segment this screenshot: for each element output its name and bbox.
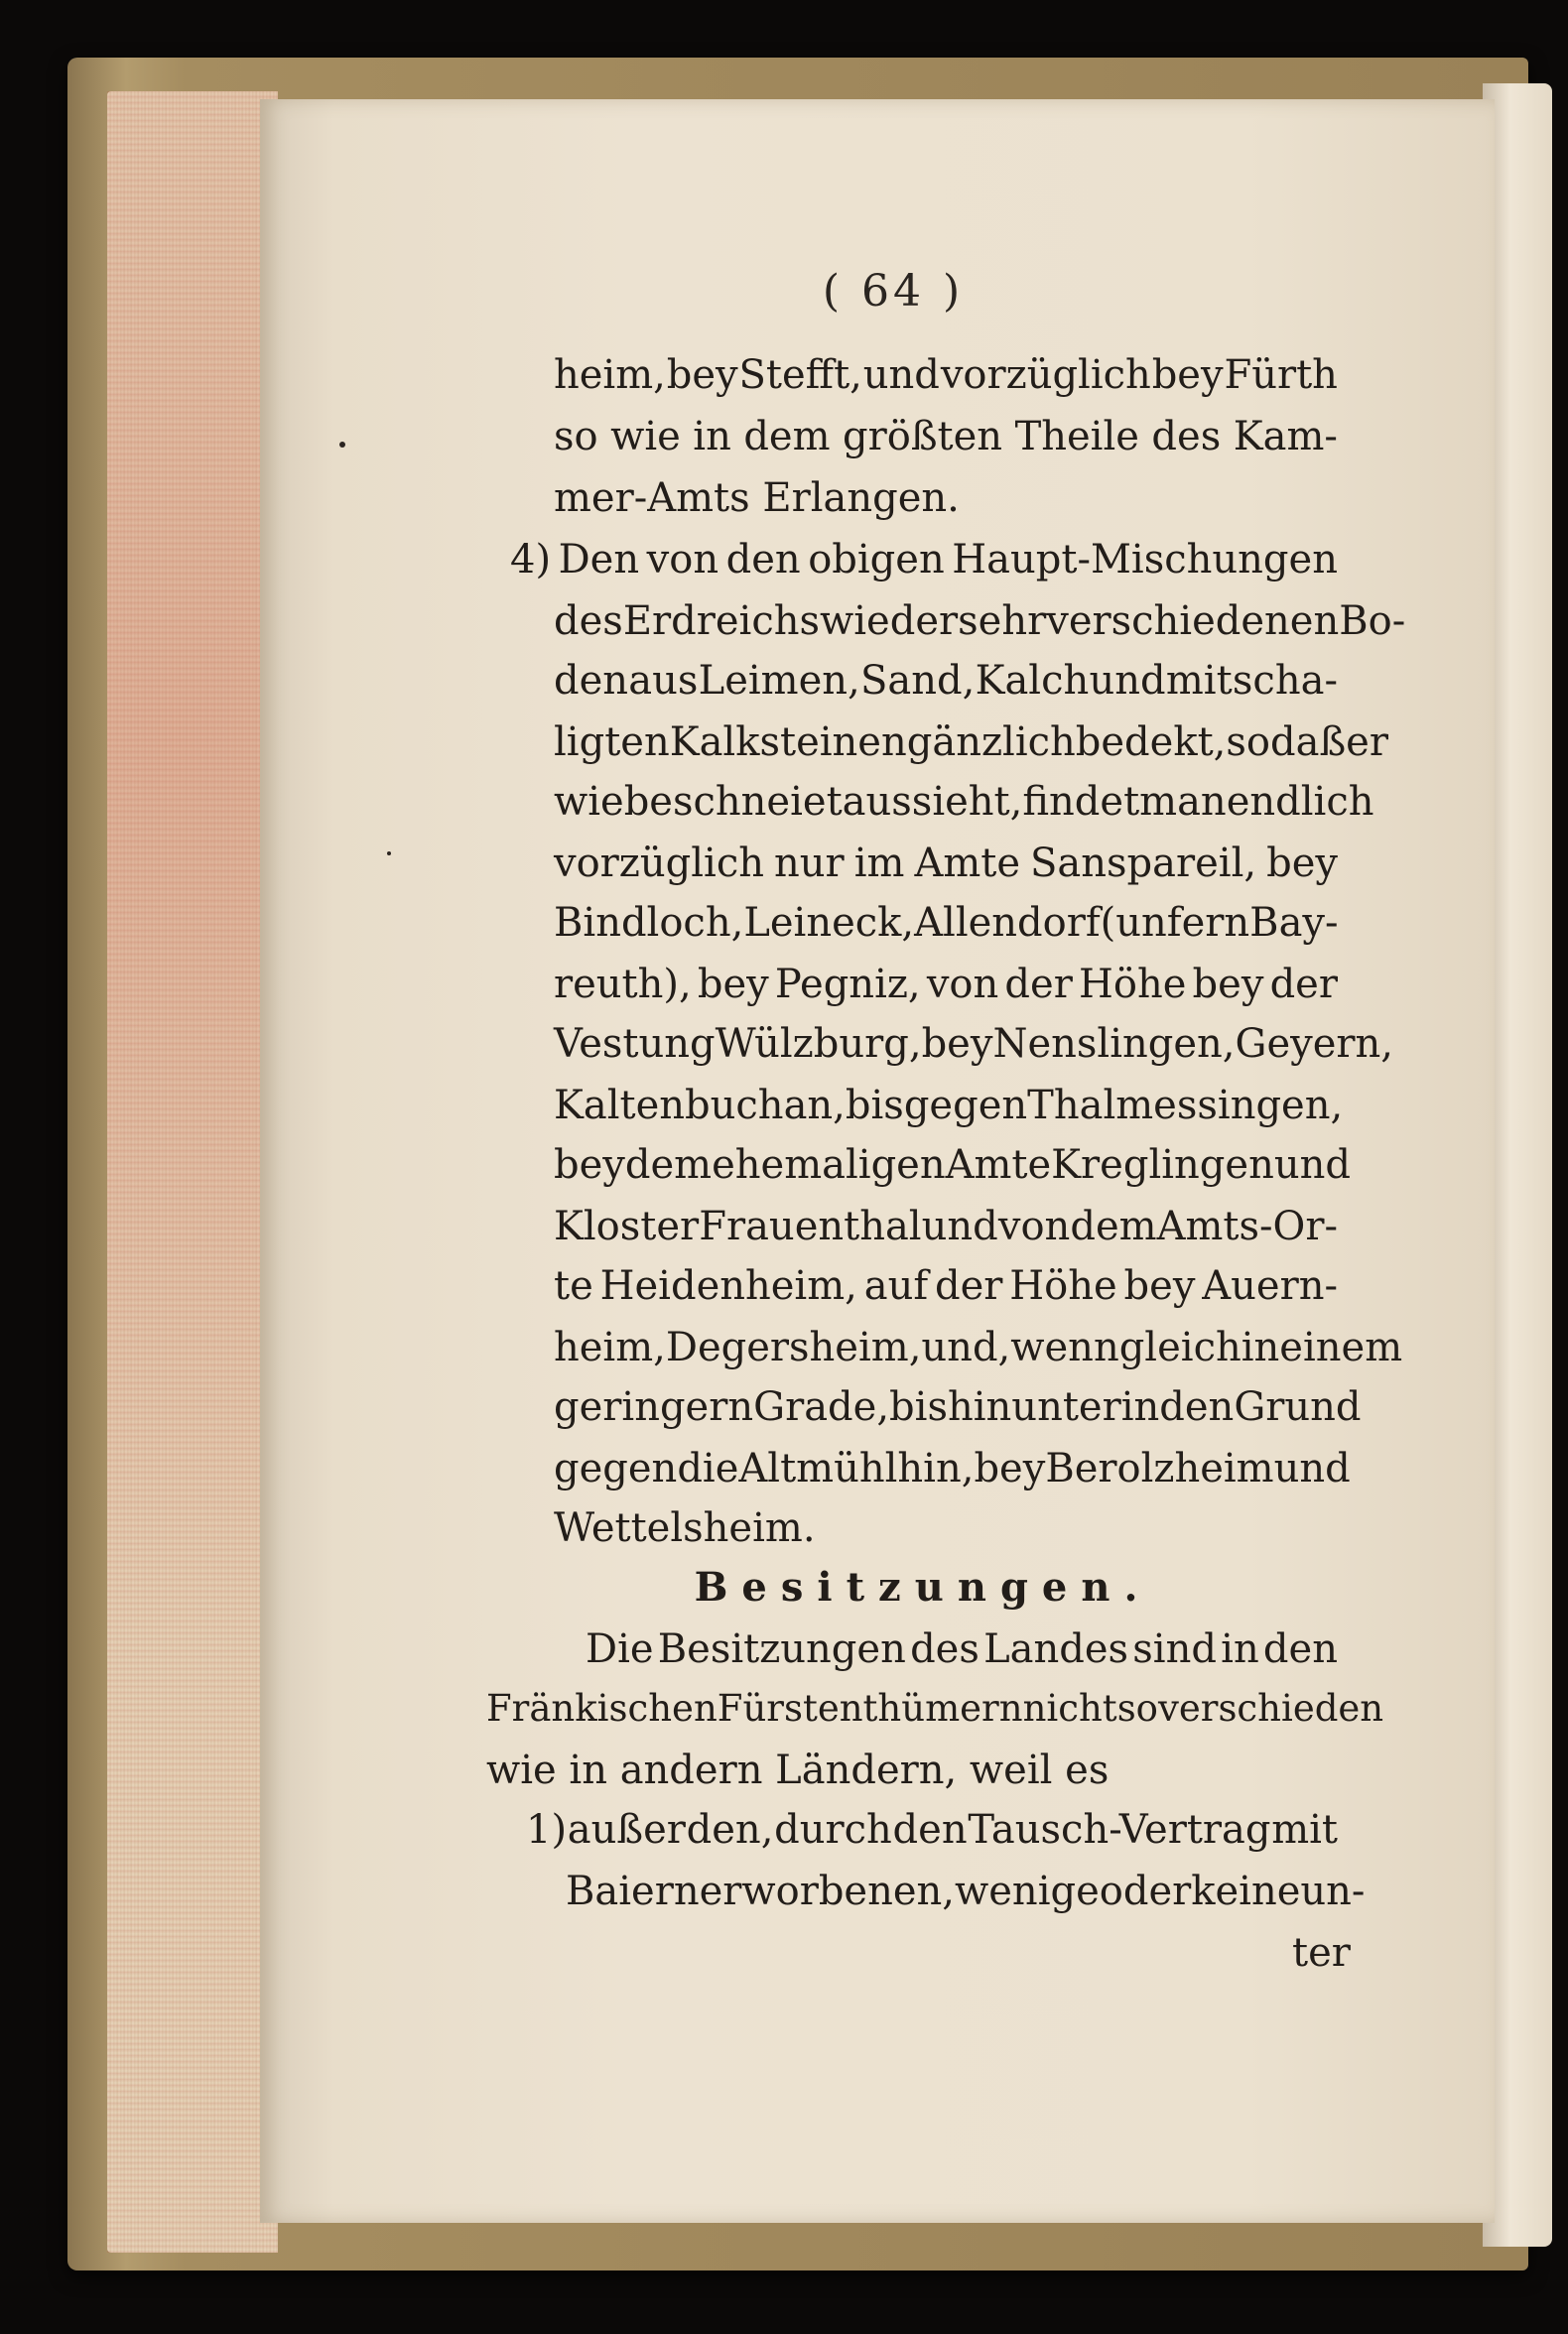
text-line: te Heidenheim, auf der Höhe bey Auern- (554, 1263, 1338, 1309)
text-line: wie in andern Ländern, weil es (486, 1748, 1110, 1793)
ink-speck (339, 442, 345, 448)
text-line: 4) Den von den obigen Haupt-Mischungen (510, 537, 1338, 583)
section-heading: Besitzungen. (694, 1564, 1152, 1611)
text-line: geringern Grade, bis hinunter in den Grund (554, 1384, 1362, 1430)
text-line: heim, bey Stefft, und vorzüglich bey Fürth (554, 352, 1338, 398)
text-line: ter (1292, 1930, 1351, 1976)
text-line: Bindloch, Leineck, Allendorf (unfern Bay- (554, 900, 1339, 946)
text-line: mer-Amts Erlangen. (554, 475, 960, 521)
text-line: ligten Kalksteinen gänzlich bedekt, so daß er (554, 719, 1388, 765)
text-line: den aus Leimen, Sand, Kalch und mit scha- (554, 658, 1338, 704)
text-line: heim, Degersheim, und, wenn gleich in einem (554, 1325, 1403, 1370)
page-number: ( 64 ) (822, 266, 965, 317)
text-line: wie beschneiet aussieht, findet man endlich (554, 779, 1374, 825)
text-line: Fränkischen Fürstenthümern nicht so verschieden (486, 1687, 1384, 1730)
text-line: Kaltenbuch an, bis gegen Thalmessingen, (554, 1083, 1344, 1128)
text-line: Baiern erworbenen, wenige oder keine un- (566, 1869, 1366, 1914)
text-line: Vestung Wülzburg, bey Nenslingen, Geyern, (554, 1021, 1393, 1067)
text-line: gegen die Altmühl hin, bey Berolzheim und (554, 1446, 1351, 1491)
text-line: des Erdreichs wieder sehr verschiedenen Bo- (554, 598, 1406, 644)
ink-speck (387, 851, 391, 855)
text-line: 1) außer den, durch den Tausch-Vertrag mit (526, 1807, 1338, 1853)
text-line: Die Besitzungen des Landes sind in den (586, 1626, 1338, 1672)
text-line: so wie in dem größten Theile des Kam- (554, 414, 1338, 459)
page-edges (107, 91, 278, 2253)
text-line: bey dem ehemaligen Amte Kreglingen und (554, 1142, 1351, 1188)
text-line: reuth), bey Pegniz, von der Höhe bey der (554, 962, 1338, 1007)
text-line: vorzüglich nur im Amte Sanspareil, bey (554, 841, 1338, 886)
text-line: Kloster Frauenthal und von dem Amts-Or- (554, 1204, 1338, 1249)
text-line: Wettelsheim. (554, 1505, 816, 1551)
